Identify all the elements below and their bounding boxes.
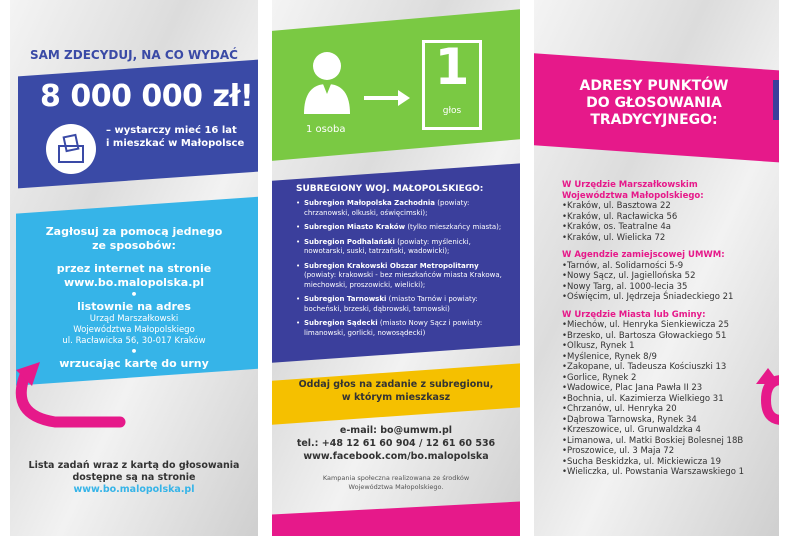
address-item bbox=[562, 394, 777, 405]
bullet: • bbox=[562, 446, 568, 456]
address-item bbox=[562, 292, 777, 303]
age-note bbox=[106, 124, 244, 150]
address-item bbox=[562, 467, 777, 478]
group3-list bbox=[562, 320, 777, 478]
bullet: • bbox=[562, 351, 568, 362]
phone-numbers: tel.: +48 12 61 60 904 / 12 61 60 536 bbox=[296, 438, 496, 449]
bullet: • bbox=[296, 223, 301, 231]
bullet: • bbox=[130, 288, 138, 301]
bullet: • bbox=[562, 211, 568, 222]
bullet: • bbox=[562, 414, 568, 425]
address-text: Kraków, ul. Basztowa 22 bbox=[567, 201, 671, 211]
address-text: Kraków, ul. Wielicka 72 bbox=[567, 232, 666, 243]
address-item bbox=[562, 282, 777, 293]
ballot-box-icon bbox=[46, 124, 96, 174]
bullet: • bbox=[562, 435, 568, 446]
address-text: Limanowa, ul. Matki Boskiej Bolesnej 18B bbox=[567, 435, 744, 446]
bullet: • bbox=[562, 320, 568, 330]
bullet: • bbox=[562, 383, 568, 393]
person-label: 1 osoba bbox=[306, 124, 346, 135]
bullet: • bbox=[296, 237, 301, 246]
address-text: Chrzanów, ul. Henryka 20 bbox=[567, 404, 677, 414]
bullet: • bbox=[562, 292, 568, 302]
method-internet-url[interactable]: www.bo.malopolska.pl bbox=[63, 276, 205, 289]
address-text: Myślenice, Rynek 8/9 bbox=[567, 351, 657, 362]
footer-note bbox=[10, 460, 258, 496]
address-item bbox=[562, 261, 777, 272]
bullet: • bbox=[562, 341, 568, 351]
panel-middle bbox=[272, 0, 520, 536]
subregion-name: Subregion Tarnowski bbox=[304, 295, 387, 303]
address-line2: Województwa Małopolskiego bbox=[73, 325, 195, 335]
address-item bbox=[562, 233, 777, 244]
yellow-line1: Oddaj głos na zadanie z subregionu, bbox=[298, 379, 494, 390]
address-text: Tarnów, al. Solidarności 5-9 bbox=[567, 260, 684, 271]
bullet: • bbox=[562, 281, 568, 292]
vote-number: 1 bbox=[434, 38, 470, 96]
address-item bbox=[562, 271, 777, 282]
arrow-pointer-icon bbox=[752, 360, 779, 440]
group1-title-line1: W Urzędzie Marszałkowskim bbox=[562, 180, 698, 190]
address-item bbox=[562, 352, 777, 363]
arrow-right-icon bbox=[362, 88, 412, 112]
title bbox=[534, 78, 774, 129]
panel-left bbox=[10, 0, 258, 536]
email-link[interactable]: e-mail: bo@umwm.pl bbox=[339, 425, 453, 436]
address-line1: Urząd Marszałkowski bbox=[89, 314, 179, 324]
address-text: Kraków, ul. Racławicka 56 bbox=[567, 211, 678, 222]
bullet: • bbox=[562, 372, 568, 383]
subregion-item bbox=[296, 295, 506, 314]
address-text: Oświęcim, ul. Jędrzeja Śniadeckiego 21 bbox=[567, 292, 734, 302]
title-line1: ADRESY PUNKTÓW bbox=[579, 78, 729, 94]
address-text: Nowy Targ, al. 1000-lecia 35 bbox=[567, 281, 688, 292]
address-item bbox=[562, 341, 777, 352]
bullet: • bbox=[562, 271, 568, 281]
subregion-item bbox=[296, 238, 506, 257]
method-internet: przez internet na stronie bbox=[56, 262, 212, 275]
subregion-name: Subregion Małopolska Zachodnia bbox=[304, 199, 436, 207]
age-note-line2: i mieszkać w Małopolsce bbox=[106, 138, 245, 149]
address-item bbox=[562, 457, 777, 468]
campaign-note bbox=[272, 474, 520, 492]
address-item bbox=[562, 212, 777, 223]
address-item bbox=[562, 331, 777, 342]
bullet: • bbox=[562, 404, 568, 414]
address-text: Proszowice, ul. 3 Maja 72 bbox=[567, 446, 675, 456]
subregion-name: Subregion Krakowski Obszar Metropolitarny bbox=[304, 261, 479, 270]
facebook-link[interactable]: www.facebook.com/bo.malopolska bbox=[303, 451, 489, 462]
bullet: • bbox=[562, 201, 568, 211]
subregion-name: Subregion Sądecki bbox=[304, 319, 378, 327]
subregion-desc: (powiaty: myślenicki, nowotarski, suski, tatrzański, wadowicki); bbox=[304, 237, 471, 255]
address-text: Olkusz, Rynek 1 bbox=[567, 341, 635, 351]
address-item bbox=[562, 222, 777, 233]
yellow-text bbox=[272, 378, 520, 404]
address-item bbox=[562, 362, 777, 373]
method-mail: listownie na adres bbox=[77, 300, 191, 313]
age-note-line1: – wystarczy mieć 16 lat bbox=[106, 125, 237, 136]
subregion-list bbox=[296, 199, 506, 343]
address-line3: ul. Racławicka 56, 30-017 Kraków bbox=[62, 336, 206, 346]
subregion-item bbox=[296, 199, 506, 218]
method-ballot-box: wrzucając kartę do urny bbox=[59, 357, 209, 370]
headline: SAM ZDECYDUJ, NA CO WYDAĆ bbox=[30, 48, 238, 62]
subregion-item bbox=[296, 319, 506, 338]
subregion-desc: (powiaty: krakowski - bez mieszkańców miasta Krakowa, miechowski, proszowicki, wielicki); bbox=[304, 271, 502, 289]
subregion-desc: (powiaty: chrzanowski, olkuski, oświęcimski); bbox=[304, 199, 470, 217]
address-text: Krzeszowice, ul. Grunwaldzka 4 bbox=[567, 425, 701, 435]
address-text: Miechów, ul. Henryka Sienkiewicza 25 bbox=[567, 320, 729, 330]
address-text: Wieliczka, ul. Powstania Warszawskiego 1 bbox=[567, 467, 745, 477]
bullet: • bbox=[130, 345, 138, 358]
panel-right bbox=[534, 0, 779, 536]
subregions-title: SUBREGIONY WOJ. MAŁOPOLSKIEGO: bbox=[296, 184, 484, 194]
campaign-line1: Kampania społeczna realizowana ze środków bbox=[322, 474, 470, 482]
footer-line2: dostępne są na stronie bbox=[72, 472, 196, 483]
vote-title-line2: ze sposobów: bbox=[92, 239, 176, 252]
campaign-line2: Województwa Małopolskiego. bbox=[348, 483, 444, 491]
vote-title-line1: Zagłosuj za pomocą jednego bbox=[45, 225, 223, 238]
address-text: Brzesko, ul. Bartosza Głowackiego 51 bbox=[567, 330, 727, 341]
address-text: Zakopane, ul. Tadeusza Kościuszki 13 bbox=[567, 362, 727, 372]
title-line3: TRADYCYJNEGO: bbox=[590, 112, 718, 128]
magenta-strip bbox=[272, 501, 520, 536]
address-text: Gorlice, Rynek 2 bbox=[567, 372, 637, 383]
person-icon bbox=[300, 48, 354, 120]
group1-title-line2: Województwa Małopolskiego: bbox=[562, 190, 704, 201]
vote-methods bbox=[10, 225, 258, 371]
subregion-name: Subregion Miasto Kraków bbox=[304, 223, 406, 231]
vote-label: głos bbox=[442, 106, 462, 116]
bullet: • bbox=[296, 261, 301, 270]
address-item bbox=[562, 320, 777, 331]
group3-title: W Urzędzie Miasta lub Gminy: bbox=[562, 309, 706, 320]
bullet: • bbox=[562, 362, 568, 372]
address-text: Kraków, os. Teatralne 4a bbox=[567, 222, 672, 232]
bullet: • bbox=[562, 222, 568, 232]
address-lists bbox=[562, 180, 777, 478]
address-item bbox=[562, 373, 777, 384]
address-text: Bochnia, ul. Kazimierza Wielkiego 31 bbox=[567, 393, 724, 404]
curved-arrow-icon bbox=[10, 360, 130, 440]
subregion-item bbox=[296, 223, 506, 233]
yellow-line2: w którym mieszkasz bbox=[341, 392, 451, 403]
bullet: • bbox=[296, 199, 301, 207]
subregion-name: Subregion Podhalański bbox=[304, 237, 395, 246]
address-item bbox=[562, 383, 777, 394]
title-line2: DO GŁOSOWANIA bbox=[586, 95, 722, 111]
group1-title bbox=[562, 180, 777, 201]
group1-list bbox=[562, 201, 777, 243]
address-item bbox=[562, 436, 777, 447]
group2-title: W Agendzie zamiejscowej UMWM: bbox=[562, 250, 725, 260]
bullet: • bbox=[562, 393, 568, 404]
subregion-item bbox=[296, 262, 506, 291]
address-item bbox=[562, 446, 777, 457]
contact-info bbox=[272, 424, 520, 463]
address-text: Sucha Beskidzka, ul. Mickiewicza 19 bbox=[567, 456, 721, 467]
address-item bbox=[562, 425, 777, 436]
bullet: • bbox=[562, 330, 568, 341]
amount: 8 000 000 zł! bbox=[40, 79, 254, 114]
bullet: • bbox=[562, 467, 568, 477]
address-item bbox=[562, 404, 777, 415]
bullet: • bbox=[296, 319, 301, 327]
address-item bbox=[562, 415, 777, 426]
bullet: • bbox=[562, 260, 568, 271]
group2-list bbox=[562, 261, 777, 303]
subregion-desc: (miasto Nowy Sącz i powiaty: limanowski, gorlicki, nowosądecki) bbox=[304, 319, 483, 337]
address-item bbox=[562, 201, 777, 212]
bullet: • bbox=[562, 456, 568, 467]
bullet: • bbox=[562, 232, 568, 243]
address-text: Wadowice, Plac Jana Pawła II 23 bbox=[567, 383, 703, 393]
subregion-desc: (miasto Tarnów i powiaty: bocheński, brzeski, dąbrowski, tarnowski) bbox=[304, 295, 478, 313]
bullet: • bbox=[562, 425, 568, 435]
subregion-desc: (tylko mieszkańcy miasta); bbox=[407, 223, 502, 231]
bullet: • bbox=[296, 295, 301, 303]
address-text: Nowy Sącz, ul. Jagiellońska 52 bbox=[567, 271, 696, 281]
footer-line1: Lista zadań wraz z kartą do głosowania bbox=[28, 460, 240, 471]
address-text: Dąbrowa Tarnowska, Rynek 34 bbox=[567, 414, 697, 425]
footer-url[interactable]: www.bo.malopolska.pl bbox=[73, 484, 195, 495]
